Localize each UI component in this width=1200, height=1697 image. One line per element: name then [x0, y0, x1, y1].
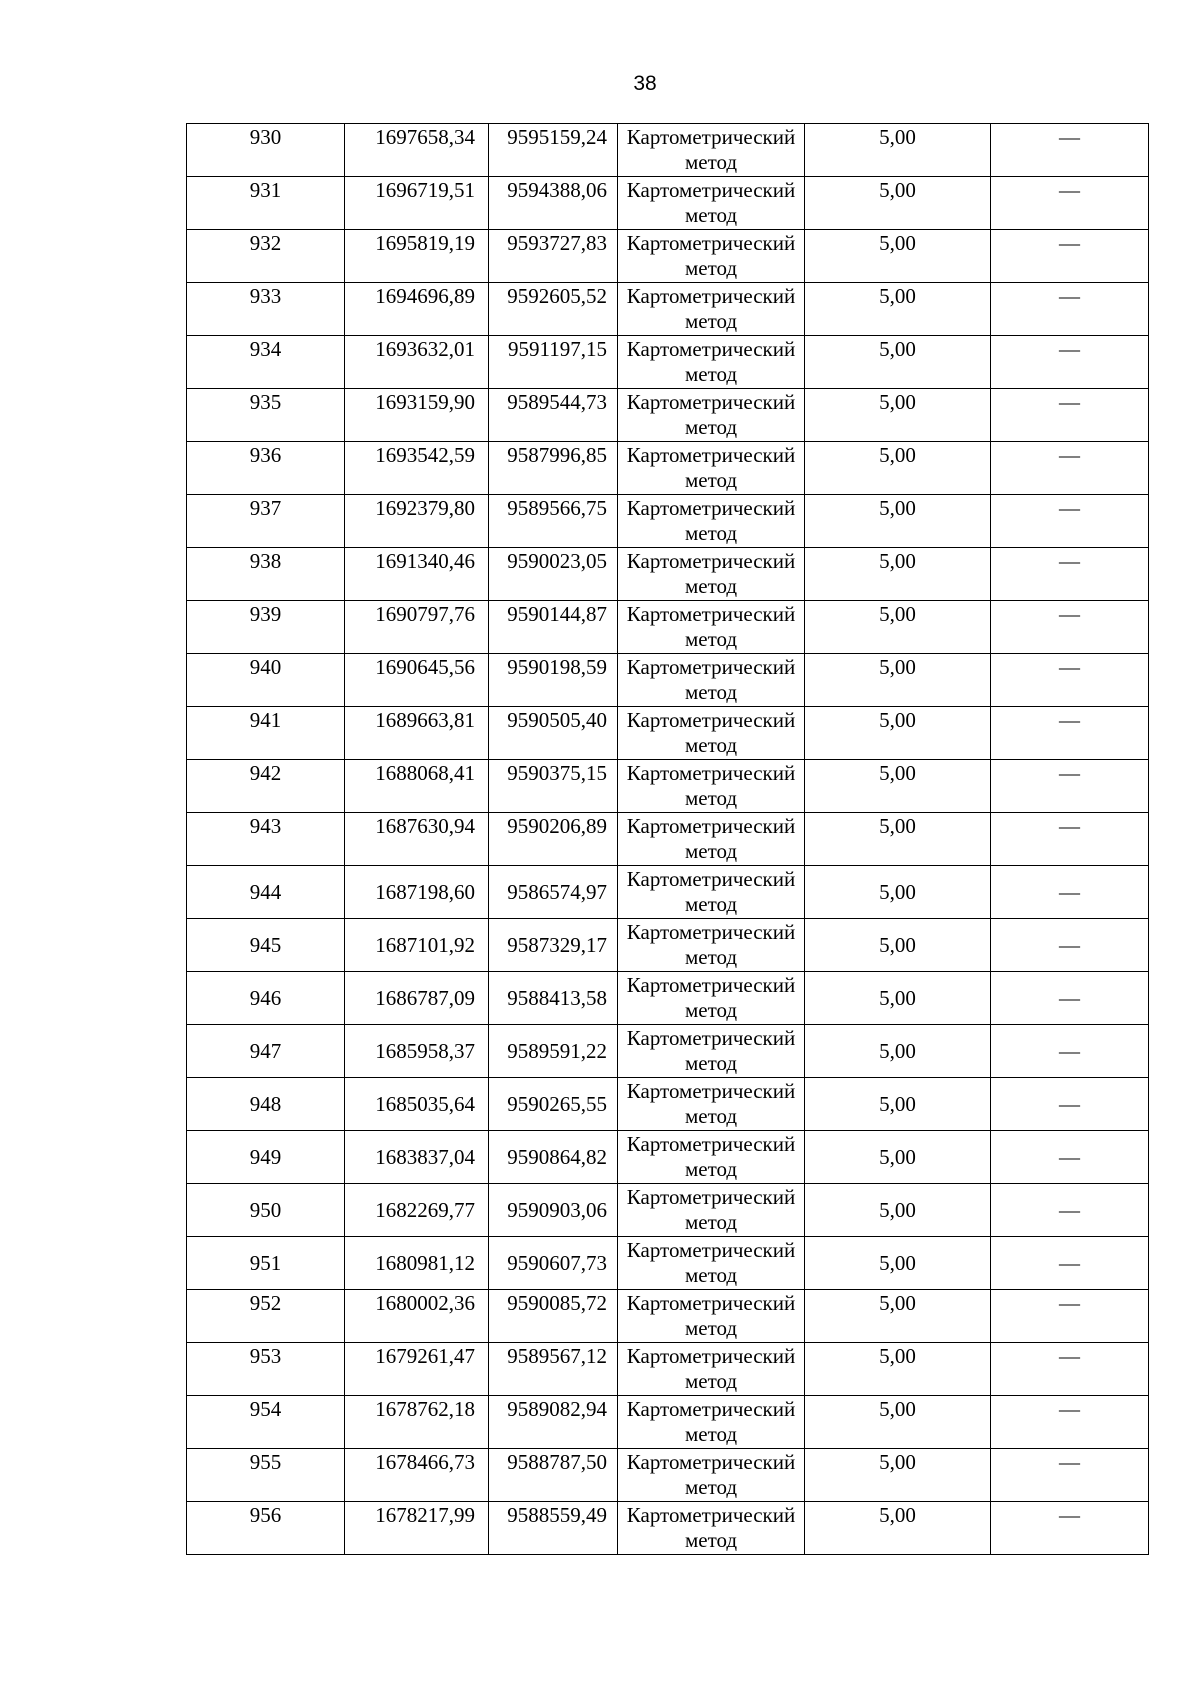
- accuracy-cell: 5,00: [805, 1184, 991, 1237]
- point-number-cell: 955: [187, 1449, 345, 1502]
- coordinate-y-cell: 9587329,17: [489, 919, 618, 972]
- point-number-cell: 934: [187, 336, 345, 389]
- coordinates-table: [186, 123, 1149, 1555]
- coordinate-y-cell: 9590375,15: [489, 760, 618, 813]
- table-row: [187, 1184, 1149, 1237]
- coordinate-y-cell: 9590864,82: [489, 1131, 618, 1184]
- point-number-cell: 946: [187, 972, 345, 1025]
- table-row: [187, 1290, 1149, 1343]
- coordinate-y-cell: 9590206,89: [489, 813, 618, 866]
- accuracy-cell: 5,00: [805, 230, 991, 283]
- accuracy-cell: 5,00: [805, 601, 991, 654]
- method-cell: Картометрический метод: [618, 548, 805, 601]
- point-number-cell: 940: [187, 654, 345, 707]
- coordinate-y-cell: 9586574,97: [489, 866, 618, 919]
- description-cell: —: [991, 1290, 1149, 1343]
- table-row: [187, 230, 1149, 283]
- coordinate-y-cell: 9590144,87: [489, 601, 618, 654]
- point-number-cell: 942: [187, 760, 345, 813]
- point-number-cell: 949: [187, 1131, 345, 1184]
- coordinate-x-cell: 1685958,37: [345, 1025, 489, 1078]
- description-cell: —: [991, 548, 1149, 601]
- coordinates-table-body: [187, 124, 1149, 1555]
- table-row: [187, 124, 1149, 177]
- point-number-cell: 944: [187, 866, 345, 919]
- description-cell: —: [991, 654, 1149, 707]
- description-cell: —: [991, 813, 1149, 866]
- point-number-cell: 937: [187, 495, 345, 548]
- description-cell: —: [991, 442, 1149, 495]
- accuracy-cell: 5,00: [805, 760, 991, 813]
- description-cell: —: [991, 1237, 1149, 1290]
- coordinate-x-cell: 1678217,99: [345, 1502, 489, 1555]
- coordinate-y-cell: 9590265,55: [489, 1078, 618, 1131]
- method-cell: Картометрический метод: [618, 1502, 805, 1555]
- coordinate-y-cell: 9591197,15: [489, 336, 618, 389]
- description-cell: —: [991, 919, 1149, 972]
- method-cell: Картометрический метод: [618, 1131, 805, 1184]
- coordinate-x-cell: 1690645,56: [345, 654, 489, 707]
- accuracy-cell: 5,00: [805, 1025, 991, 1078]
- coordinate-x-cell: 1685035,64: [345, 1078, 489, 1131]
- coordinate-y-cell: 9589567,12: [489, 1343, 618, 1396]
- description-cell: —: [991, 760, 1149, 813]
- table-row: [187, 1025, 1149, 1078]
- description-cell: —: [991, 707, 1149, 760]
- accuracy-cell: 5,00: [805, 707, 991, 760]
- table-row: [187, 1078, 1149, 1131]
- coordinate-x-cell: 1682269,77: [345, 1184, 489, 1237]
- description-cell: —: [991, 495, 1149, 548]
- coordinate-y-cell: 9590607,73: [489, 1237, 618, 1290]
- table-row: [187, 177, 1149, 230]
- description-cell: —: [991, 177, 1149, 230]
- description-cell: —: [991, 1449, 1149, 1502]
- point-number-cell: 932: [187, 230, 345, 283]
- table-row: [187, 1502, 1149, 1555]
- accuracy-cell: 5,00: [805, 813, 991, 866]
- point-number-cell: 931: [187, 177, 345, 230]
- coordinate-x-cell: 1690797,76: [345, 601, 489, 654]
- accuracy-cell: 5,00: [805, 1449, 991, 1502]
- coordinate-y-cell: 9587996,85: [489, 442, 618, 495]
- method-cell: Картометрический метод: [618, 1184, 805, 1237]
- table-row: [187, 919, 1149, 972]
- coordinate-y-cell: 9590198,59: [489, 654, 618, 707]
- coordinate-x-cell: 1693159,90: [345, 389, 489, 442]
- method-cell: Картометрический метод: [618, 654, 805, 707]
- point-number-cell: 930: [187, 124, 345, 177]
- point-number-cell: 954: [187, 1396, 345, 1449]
- method-cell: Картометрический метод: [618, 1237, 805, 1290]
- method-cell: Картометрический метод: [618, 1078, 805, 1131]
- table-row: [187, 1396, 1149, 1449]
- method-cell: Картометрический метод: [618, 1290, 805, 1343]
- description-cell: —: [991, 1184, 1149, 1237]
- table-row: [187, 707, 1149, 760]
- point-number-cell: 952: [187, 1290, 345, 1343]
- coordinate-x-cell: 1694696,89: [345, 283, 489, 336]
- coordinate-y-cell: 9588413,58: [489, 972, 618, 1025]
- coordinate-y-cell: 9588559,49: [489, 1502, 618, 1555]
- coordinate-y-cell: 9594388,06: [489, 177, 618, 230]
- accuracy-cell: 5,00: [805, 124, 991, 177]
- coordinate-y-cell: 9589591,22: [489, 1025, 618, 1078]
- method-cell: Картометрический метод: [618, 177, 805, 230]
- point-number-cell: 941: [187, 707, 345, 760]
- accuracy-cell: 5,00: [805, 177, 991, 230]
- method-cell: Картометрический метод: [618, 124, 805, 177]
- table-row: [187, 866, 1149, 919]
- coordinate-y-cell: 9590505,40: [489, 707, 618, 760]
- coordinate-y-cell: 9590085,72: [489, 1290, 618, 1343]
- coordinate-y-cell: 9589082,94: [489, 1396, 618, 1449]
- coordinate-y-cell: 9590023,05: [489, 548, 618, 601]
- accuracy-cell: 5,00: [805, 389, 991, 442]
- table-row: [187, 654, 1149, 707]
- table-row: [187, 1237, 1149, 1290]
- method-cell: Картометрический метод: [618, 336, 805, 389]
- coordinate-y-cell: 9593727,83: [489, 230, 618, 283]
- coordinate-x-cell: 1693632,01: [345, 336, 489, 389]
- accuracy-cell: 5,00: [805, 1343, 991, 1396]
- coordinate-x-cell: 1678466,73: [345, 1449, 489, 1502]
- accuracy-cell: 5,00: [805, 866, 991, 919]
- description-cell: —: [991, 283, 1149, 336]
- coordinate-y-cell: 9592605,52: [489, 283, 618, 336]
- description-cell: —: [991, 972, 1149, 1025]
- description-cell: —: [991, 124, 1149, 177]
- coordinate-x-cell: 1687630,94: [345, 813, 489, 866]
- point-number-cell: 951: [187, 1237, 345, 1290]
- accuracy-cell: 5,00: [805, 1131, 991, 1184]
- coordinate-y-cell: 9589544,73: [489, 389, 618, 442]
- table-row: [187, 760, 1149, 813]
- method-cell: Картометрический метод: [618, 1025, 805, 1078]
- accuracy-cell: 5,00: [805, 1502, 991, 1555]
- coordinate-x-cell: 1691340,46: [345, 548, 489, 601]
- method-cell: Картометрический метод: [618, 1343, 805, 1396]
- coordinate-x-cell: 1696719,51: [345, 177, 489, 230]
- coordinate-x-cell: 1678762,18: [345, 1396, 489, 1449]
- description-cell: —: [991, 1502, 1149, 1555]
- point-number-cell: 938: [187, 548, 345, 601]
- point-number-cell: 935: [187, 389, 345, 442]
- coordinate-x-cell: 1688068,41: [345, 760, 489, 813]
- accuracy-cell: 5,00: [805, 495, 991, 548]
- method-cell: Картометрический метод: [618, 813, 805, 866]
- coordinate-y-cell: 9590903,06: [489, 1184, 618, 1237]
- table-row: [187, 601, 1149, 654]
- description-cell: —: [991, 601, 1149, 654]
- table-row: [187, 548, 1149, 601]
- method-cell: Картометрический метод: [618, 919, 805, 972]
- accuracy-cell: 5,00: [805, 1396, 991, 1449]
- table-row: [187, 442, 1149, 495]
- table-row: [187, 1343, 1149, 1396]
- table-row: [187, 972, 1149, 1025]
- table-row: [187, 1131, 1149, 1184]
- description-cell: —: [991, 1343, 1149, 1396]
- coordinate-x-cell: 1697658,34: [345, 124, 489, 177]
- description-cell: —: [991, 1396, 1149, 1449]
- method-cell: Картометрический метод: [618, 760, 805, 813]
- point-number-cell: 948: [187, 1078, 345, 1131]
- coordinate-x-cell: 1689663,81: [345, 707, 489, 760]
- accuracy-cell: 5,00: [805, 336, 991, 389]
- coordinate-x-cell: 1692379,80: [345, 495, 489, 548]
- accuracy-cell: 5,00: [805, 283, 991, 336]
- point-number-cell: 953: [187, 1343, 345, 1396]
- method-cell: Картометрический метод: [618, 230, 805, 283]
- coordinate-y-cell: 9589566,75: [489, 495, 618, 548]
- accuracy-cell: 5,00: [805, 548, 991, 601]
- method-cell: Картометрический метод: [618, 1396, 805, 1449]
- table-row: [187, 336, 1149, 389]
- accuracy-cell: 5,00: [805, 1290, 991, 1343]
- coordinate-y-cell: 9588787,50: [489, 1449, 618, 1502]
- coordinate-x-cell: 1687198,60: [345, 866, 489, 919]
- method-cell: Картометрический метод: [618, 495, 805, 548]
- coordinate-x-cell: 1695819,19: [345, 230, 489, 283]
- point-number-cell: 947: [187, 1025, 345, 1078]
- coordinate-x-cell: 1680002,36: [345, 1290, 489, 1343]
- table-row: [187, 813, 1149, 866]
- point-number-cell: 943: [187, 813, 345, 866]
- description-cell: —: [991, 1025, 1149, 1078]
- accuracy-cell: 5,00: [805, 919, 991, 972]
- point-number-cell: 933: [187, 283, 345, 336]
- coordinate-x-cell: 1693542,59: [345, 442, 489, 495]
- accuracy-cell: 5,00: [805, 1237, 991, 1290]
- coordinate-x-cell: 1683837,04: [345, 1131, 489, 1184]
- accuracy-cell: 5,00: [805, 442, 991, 495]
- method-cell: Картометрический метод: [618, 866, 805, 919]
- description-cell: —: [991, 1078, 1149, 1131]
- method-cell: Картометрический метод: [618, 601, 805, 654]
- method-cell: Картометрический метод: [618, 1449, 805, 1502]
- description-cell: —: [991, 389, 1149, 442]
- accuracy-cell: 5,00: [805, 1078, 991, 1131]
- coordinate-x-cell: 1680981,12: [345, 1237, 489, 1290]
- description-cell: —: [991, 230, 1149, 283]
- method-cell: Картометрический метод: [618, 389, 805, 442]
- table-row: [187, 1449, 1149, 1502]
- coordinate-x-cell: 1687101,92: [345, 919, 489, 972]
- accuracy-cell: 5,00: [805, 972, 991, 1025]
- description-cell: —: [991, 866, 1149, 919]
- method-cell: Картометрический метод: [618, 283, 805, 336]
- method-cell: Картометрический метод: [618, 707, 805, 760]
- description-cell: —: [991, 336, 1149, 389]
- coordinate-x-cell: 1686787,09: [345, 972, 489, 1025]
- coordinate-x-cell: 1679261,47: [345, 1343, 489, 1396]
- point-number-cell: 945: [187, 919, 345, 972]
- coordinate-y-cell: 9595159,24: [489, 124, 618, 177]
- description-cell: —: [991, 1131, 1149, 1184]
- point-number-cell: 950: [187, 1184, 345, 1237]
- table-row: [187, 389, 1149, 442]
- page-number: 38: [633, 72, 657, 95]
- point-number-cell: 956: [187, 1502, 345, 1555]
- table-row: [187, 495, 1149, 548]
- point-number-cell: 939: [187, 601, 345, 654]
- point-number-cell: 936: [187, 442, 345, 495]
- method-cell: Картометрический метод: [618, 972, 805, 1025]
- method-cell: Картометрический метод: [618, 442, 805, 495]
- table-row: [187, 283, 1149, 336]
- accuracy-cell: 5,00: [805, 654, 991, 707]
